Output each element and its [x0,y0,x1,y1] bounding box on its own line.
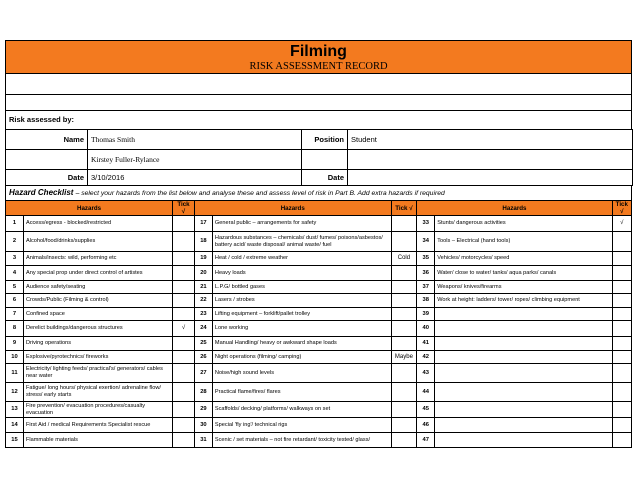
hazard-description: Noise/high sound levels [212,364,391,383]
table-row [6,402,632,418]
hazard-number: 44 [417,383,435,402]
table-row [6,321,632,337]
assessor-info-table [5,129,633,186]
table-row [6,433,632,448]
hazard-description [435,402,612,418]
hazard-tick-cell[interactable] [612,337,631,351]
hazard-description: Any special prop under direct control of artistes [23,266,172,281]
position-label: Position [302,130,348,150]
hazard-number: 21 [194,281,212,294]
hazard-tick-cell[interactable] [173,418,195,433]
hazard-checklist-table [5,200,632,448]
hazard-description: Crowds/Public (Filming & control) [23,294,172,308]
hazard-number: 40 [417,321,435,337]
hazard-number: 30 [194,418,212,433]
hazard-description: Confined space [23,308,172,321]
hazard-description: Audience safety/seating [23,281,172,294]
hazard-number: 4 [6,266,24,281]
hazard-tick-cell[interactable] [391,294,417,308]
hazard-description [435,383,612,402]
hazard-description: Practical flame/fires/ flares [212,383,391,402]
table-row [6,232,632,252]
hazard-description: Special 'fly ing'/ technical rigs [212,418,391,433]
header-tick-2: Tick √ [391,201,417,216]
hazard-number: 9 [6,337,24,351]
checklist-heading: Hazard Checklist [9,188,74,197]
risk-assessed-by-label: Risk assessed by: [5,110,632,129]
hazard-tick-cell[interactable] [612,351,631,364]
hazard-description: L.P.G/ bottled gases [212,281,391,294]
table-row [6,351,632,364]
hazard-tick-cell[interactable] [612,402,631,418]
document-title: Filming [290,43,347,60]
hazard-description: Heat / cold / extreme weather [212,252,391,266]
hazard-tick-cell[interactable] [173,294,195,308]
hazard-description: Scaffolds/ decking/ platforms/ walkways on set [212,402,391,418]
hazard-description: Weapons/ knives/firearms [435,281,612,294]
date-value: 3/10/2016 [88,170,302,186]
hazard-description [435,418,612,433]
hazard-number: 31 [194,433,212,448]
table-row [6,252,632,266]
hazard-tick-cell[interactable] [612,383,631,402]
date-label: Date [6,170,88,186]
hazard-number: 39 [417,308,435,321]
hazard-description [435,351,612,364]
hazard-number: 23 [194,308,212,321]
hazard-tick-cell[interactable] [391,364,417,383]
hazard-number: 20 [194,266,212,281]
hazard-description: Vehicles/ motorcycles/ speed [435,252,612,266]
hazard-description: Flammable materials [23,433,172,448]
hazard-number: 11 [6,364,24,383]
hazard-description: Scenic / set materials – not fire retardant/ toxicity tested/ glass/ [212,433,391,448]
hazard-description [435,364,612,383]
hazard-tick-cell[interactable] [391,433,417,448]
hazard-description: Night operations (filming/ camping) [212,351,391,364]
hazard-number: 13 [6,402,24,418]
hazard-description: First Aid / medical Requirements Specialist rescue [23,418,172,433]
header-tick-3: Tick √ [612,201,631,216]
hazard-description: Heavy loads [212,266,391,281]
hazard-description: Animals/insects: wild, performing etc [23,252,172,266]
hazard-description: Explosive/pyrotechnics/ fireworks [23,351,172,364]
hazard-tick-cell[interactable] [173,266,195,281]
hazard-number: 12 [6,383,24,402]
table-row [6,266,632,281]
hazard-tick-cell[interactable] [173,252,195,266]
hazard-tick-cell[interactable] [391,337,417,351]
hazard-number: 22 [194,294,212,308]
hazard-tick-cell[interactable] [612,232,631,252]
hazard-number: 47 [417,433,435,448]
hazard-number: 41 [417,337,435,351]
hazard-tick-cell[interactable] [173,402,195,418]
hazard-description: Fatigue/ long hours/ physical exertion/ adrenaline flow/ stress/ early starts [23,383,172,402]
hazard-tick-cell[interactable] [391,418,417,433]
hazard-tick-cell[interactable] [612,321,631,337]
hazard-number: 2 [6,232,24,252]
hazard-tick-cell[interactable] [173,216,195,232]
table-row [6,383,632,402]
hazard-number: 8 [6,321,24,337]
blank-row [5,73,632,94]
table-row [6,281,632,294]
hazard-number: 15 [6,433,24,448]
checklist-instructions: – select your hazards from the list below and analyse these and assess level of risk in Part B. Add extra hazards if required [75,190,445,197]
header-tick-1: Tick √ [173,201,195,216]
hazard-number: 24 [194,321,212,337]
hazard-number: 19 [194,252,212,266]
name-value-1: Thomas Smith [88,130,250,150]
hazard-tick-cell[interactable] [391,232,417,252]
hazard-number: 26 [194,351,212,364]
hazard-tick-cell[interactable] [612,281,631,294]
hazard-description: Work at height: ladders/ tower/ ropes/ climbing equipment [435,294,612,308]
hazard-tick-cell[interactable] [612,433,631,448]
hazard-description: Manual Handling/ heavy or awkward shape loads [212,337,391,351]
hazard-description: Access/egress - blocked/restricted [23,216,172,232]
hazard-description: Alcohol/food/drinks/supplies [23,232,172,252]
hazard-tick-cell[interactable] [173,281,195,294]
hazard-number: 46 [417,418,435,433]
name-value-2: Kirstey Fuller-Rylance [88,150,302,170]
header-hazards-1: Hazards [6,201,173,216]
table-row [6,308,632,321]
hazard-description [435,321,612,337]
date-value-2 [348,170,633,186]
hazard-number: 1 [6,216,24,232]
hazard-number: 45 [417,402,435,418]
hazard-description: General public – arrangements for safety [212,216,391,232]
header-hazards-3: Hazards [417,201,612,216]
hazard-tick-cell[interactable] [612,308,631,321]
hazard-tick-cell[interactable] [391,308,417,321]
hazard-number: 35 [417,252,435,266]
hazard-checklist-title [5,186,632,200]
position-value: Student [348,130,633,150]
hazard-description: Lone working [212,321,391,337]
date-label-2: Date [302,170,348,186]
hazard-number: 25 [194,337,212,351]
hazard-number: 42 [417,351,435,364]
hazard-number: 3 [6,252,24,266]
hazard-tick-cell[interactable] [612,418,631,433]
hazard-tick-cell[interactable] [173,337,195,351]
hazard-tick-cell[interactable] [391,402,417,418]
hazard-description: Fire prevention/ evacuation procedures/casualty evacuation [23,402,172,418]
hazard-tick-cell[interactable] [173,433,195,448]
hazard-number: 5 [6,281,24,294]
hazard-tick-cell[interactable] [612,364,631,383]
table-row [6,216,632,232]
hazard-description: Lifting equipment – forklift/pallet trolley [212,308,391,321]
hazard-number: 34 [417,232,435,252]
hazard-description: Lasers / strobes [212,294,391,308]
hazard-tick-cell[interactable] [173,351,195,364]
hazard-number: 17 [194,216,212,232]
hazard-description: Derelict buildings/dangerous structures [23,321,172,337]
hazard-number: 28 [194,383,212,402]
hazard-description: Water/ close to water/ tanks/ aqua parks/ canals [435,266,612,281]
table-row [6,337,632,351]
title-band [5,40,632,73]
hazard-tick-cell[interactable] [612,294,631,308]
table-row [6,418,632,433]
hazard-description: Tools – Electrical (hand tools) [435,232,612,252]
hazard-tick-cell[interactable] [391,281,417,294]
hazard-rows [6,216,632,448]
hazard-description [435,308,612,321]
hazard-description [435,433,612,448]
hazard-tick-cell[interactable] [612,252,631,266]
blank-row [5,94,632,110]
hazard-description: Driving operations [23,337,172,351]
hazard-tick-cell[interactable] [391,216,417,232]
hazard-tick-cell[interactable] [173,232,195,252]
hazard-tick-cell[interactable] [612,266,631,281]
hazard-number: 29 [194,402,212,418]
hazard-number: 18 [194,232,212,252]
hazard-number: 43 [417,364,435,383]
hazard-tick-cell[interactable]: Maybe [391,351,417,364]
hazard-tick-cell[interactable] [173,308,195,321]
hazard-description: Stunts/ dangerous activities [435,216,612,232]
hazard-number: 7 [6,308,24,321]
table-row [6,364,632,383]
hazard-number: 33 [417,216,435,232]
name-label: Name [6,130,88,150]
hazard-number: 36 [417,266,435,281]
hazard-number: 10 [6,351,24,364]
hazard-tick-cell[interactable]: Cold [391,252,417,266]
table-row [6,294,632,308]
hazard-tick-cell[interactable] [173,383,195,402]
hazard-number: 14 [6,418,24,433]
hazard-tick-cell[interactable] [391,383,417,402]
hazard-description: Electricity/ lighting feeds/ practical's/ generators/ cables near water [23,364,172,383]
hazard-description: Hazardous substances – chemicals/ dust/ fumes/ poisons/asbestos/ battery acid/ waste disposal/ animal waste/ fuel [212,232,391,252]
hazard-tick-cell[interactable] [391,266,417,281]
hazard-number: 6 [6,294,24,308]
hazard-description [435,337,612,351]
header-hazards-2: Hazards [194,201,391,216]
hazard-tick-cell[interactable]: √ [612,216,631,232]
hazard-tick-cell[interactable]: √ [173,321,195,337]
hazard-number: 37 [417,281,435,294]
hazard-tick-cell[interactable] [173,364,195,383]
hazard-number: 38 [417,294,435,308]
hazard-tick-cell[interactable] [391,321,417,337]
risk-assessment-sheet [5,40,632,448]
document-subtitle: RISK ASSESSMENT RECORD [249,61,388,72]
hazard-number: 27 [194,364,212,383]
